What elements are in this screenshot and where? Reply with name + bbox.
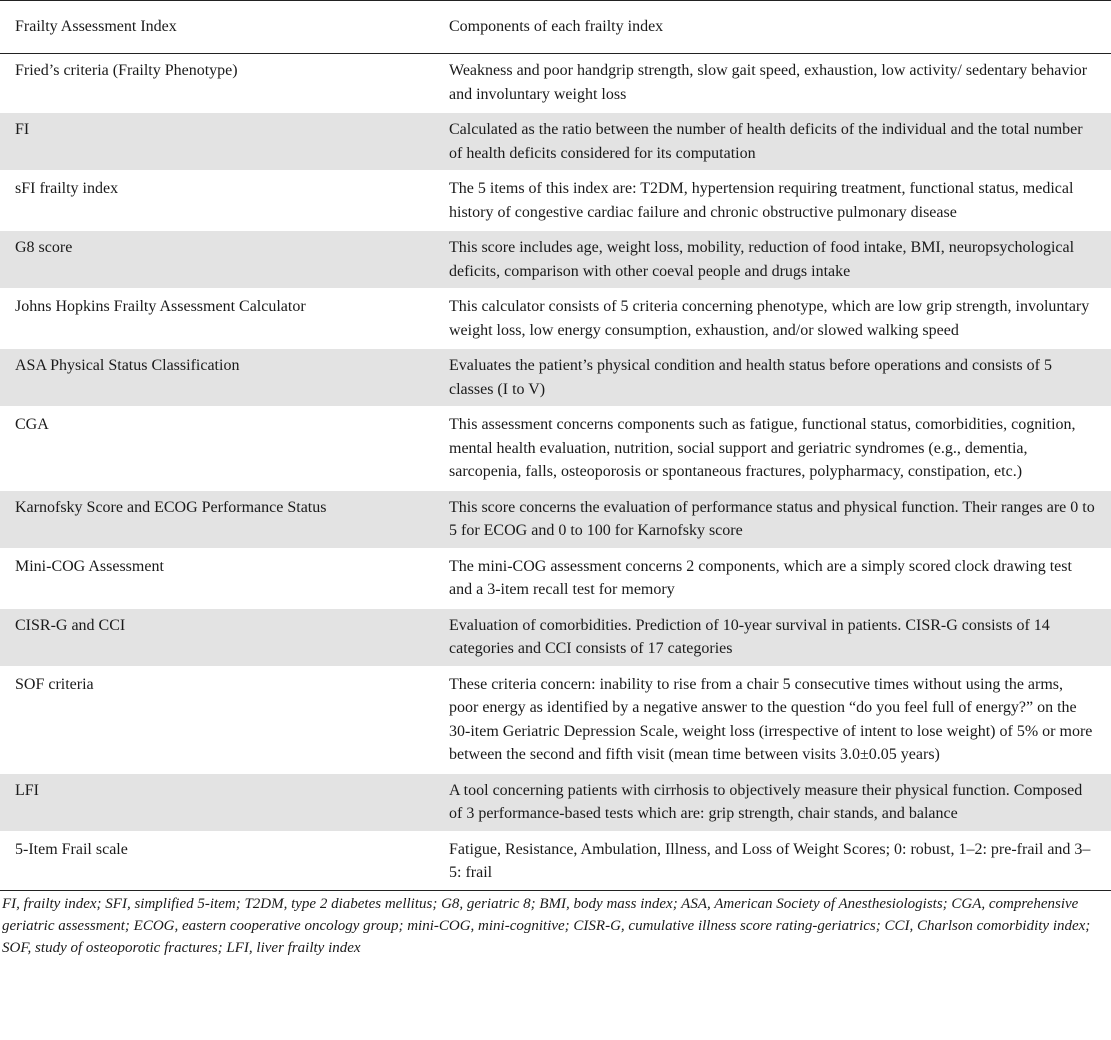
index-cell: Johns Hopkins Frailty Assessment Calculator: [15, 298, 306, 315]
index-cell: G8 score: [0, 230, 434, 289]
components-cell: The 5 items of this index are: T2DM, hypertension requiring treatment, functional status, medical history of congestive cardiac failure and chronic obstructive pulmonary disease: [449, 180, 1074, 221]
table-row: [0, 832, 1111, 891]
index-cell: CGA: [15, 416, 49, 433]
table-row: [0, 112, 1111, 171]
table-header: [0, 1, 1111, 54]
components-cell: These criteria concern: inability to rise from a chair 5 consecutive times without using the arms, poor energy as identified by a negative answer to the question “do you feel full of energy?” on the 30-item Geriatric Depression Scale, weight loss (irrespective of intent to lose weight) of 5% or more between the second and fifth visit (mean time between visits 3.0±0.05 years): [449, 675, 1093, 763]
table-row: [0, 490, 1111, 549]
components-cell: This assessment concerns components such as fatigue, functional status, comorbidities, cognition, mental health evaluation, nutrition, social support and geriatric syndromes (e.g., dementia, sarcopenia, falls, osteoporosis or spontaneous fractures, polypharmacy, constipation, etc.): [449, 416, 1076, 480]
components-cell: This score concerns the evaluation of performance status and physical function. Their ranges are 0 to 5 for ECOG and 0 to 100 for Karnofsky score: [434, 490, 1111, 549]
components-cell: This calculator consists of 5 criteria concerning phenotype, which are low grip strength, involuntary weight loss, low energy consumption, exhaustion, and/or slowed walking speed: [449, 298, 1090, 339]
table-row: [0, 407, 1111, 490]
table-row: [0, 54, 1111, 113]
header-row: [0, 1, 1111, 54]
index-cell: SOF criteria: [15, 675, 94, 693]
table-row: [0, 289, 1111, 348]
components-cell: Weakness and poor handgrip strength, slow gait speed, exhaustion, low activity/ sedentary behavior and involuntary weight loss: [449, 62, 1088, 103]
table-row: [0, 667, 1111, 773]
table-row: [0, 348, 1111, 407]
index-cell: FI: [0, 112, 434, 171]
components-cell: Calculated as the ratio between the number of health deficits of the individual and the total number of health deficits considered for its computation: [434, 112, 1111, 171]
index-cell: Mini-COG Assessment: [15, 557, 164, 575]
table-body: [0, 54, 1111, 891]
index-cell: sFI frailty index: [15, 180, 119, 197]
components-cell: A tool concerning patients with cirrhosis to objectively measure their physical function. Composed of 3 performance-based tests which are: grip strength, chair stands, and balance: [434, 773, 1111, 832]
index-cell: Karnofsky Score and ECOG Performance Status: [0, 490, 434, 549]
table-row: [0, 608, 1111, 667]
components-cell: Evaluates the patient’s physical condition and health status before operations and consists of 5 classes (I to V): [434, 348, 1111, 407]
index-cell: LFI: [0, 773, 434, 832]
table-row: [0, 773, 1111, 832]
components-cell: This score includes age, weight loss, mobility, reduction of food intake, BMI, neuropsychological deficits, comparison with other coeval people and drugs intake: [434, 230, 1111, 289]
table-row: [0, 171, 1111, 230]
components-cell: Fatigue, Resistance, Ambulation, Illness, and Loss of Weight Scores; 0: robust, 1–2: pre-frail and 3–5: frail: [449, 840, 1091, 881]
index-cell: CISR-G and CCI: [0, 608, 434, 667]
header-frailty-assessment-index: Frailty Assessment Index: [15, 18, 177, 35]
table-row: [0, 230, 1111, 289]
index-cell: ASA Physical Status Classification: [0, 348, 434, 407]
index-cell: Fried’s criteria (Frailty Phenotype): [15, 62, 238, 79]
index-cell: 5-Item Frail scale: [15, 840, 128, 858]
table-footnote: FI, frailty index; SFI, simplified 5-item; T2DM, type 2 diabetes mellitus; G8, geriatric 8; BMI, body mass index; ASA, American Society of Anesthesiologists; CGA, comprehensive geriatric assessment; ECOG, eastern cooperative oncology group; mini-COG, mini-cognitive; CISR-G, cumulative illness score rating-geriatrics; CCI, Charlson comorbidity index; SOF, study of osteoporotic fractures; LFI, liver frailty index: [2, 895, 1091, 956]
components-cell: Evaluation of comorbidities. Prediction of 10-year survival in patients. CISR-G consists of 14 categories and CCI consists of 17 categories: [434, 608, 1111, 667]
components-cell: The mini-COG assessment concerns 2 components, which are a simply scored clock drawing test and a 3-item recall test for memory: [449, 557, 1072, 598]
table-row: [0, 549, 1111, 608]
header-components: Components of each frailty index: [449, 18, 664, 35]
